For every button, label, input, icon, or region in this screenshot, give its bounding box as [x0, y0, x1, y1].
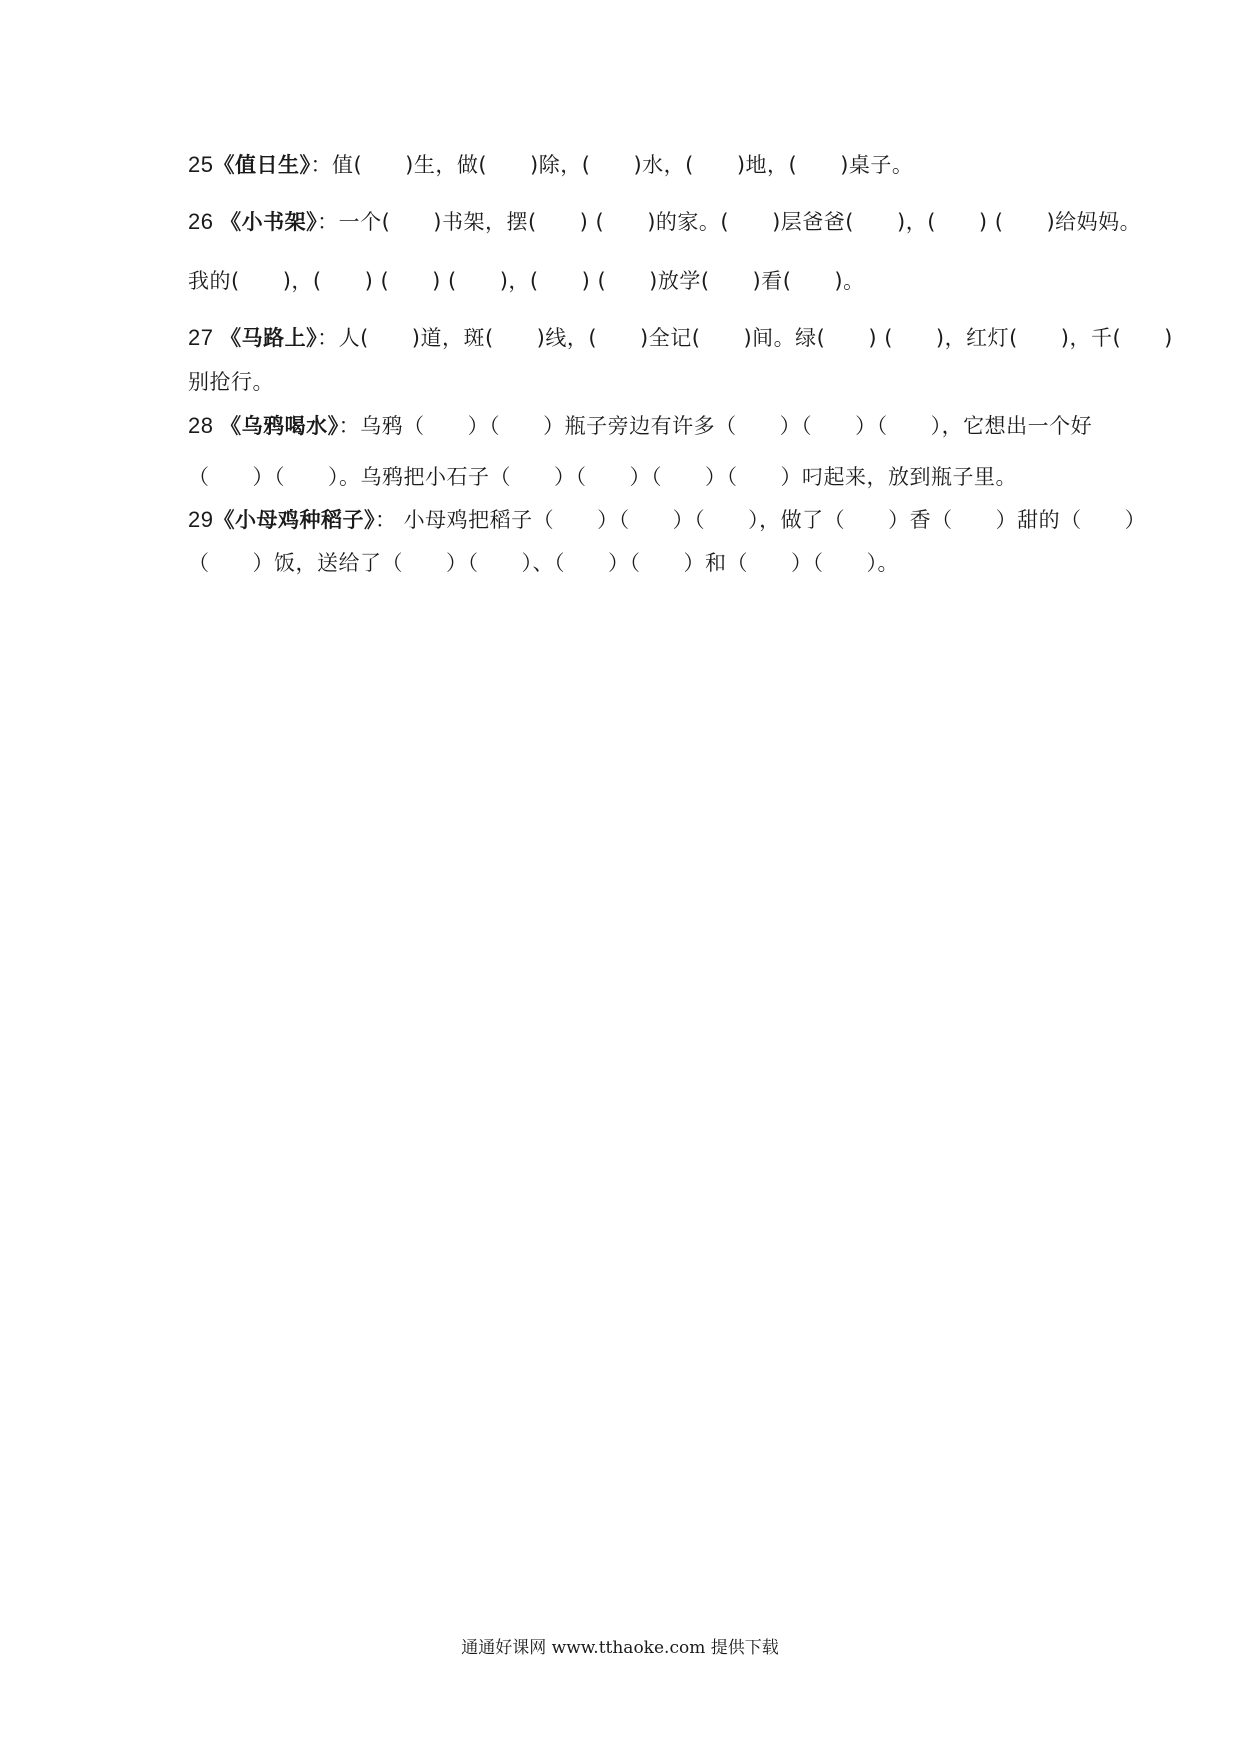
item-text: ：值( )生，做( )除，( )水，( )地，( )桌子。 [310, 153, 914, 177]
item-number: 26 [188, 209, 221, 234]
item-28-line-1 [188, 411, 1093, 441]
item-text: 我的( )，( ) ( ) ( )，( ) ( )放学( )看( )。 [188, 269, 865, 293]
item-text: （ ）（ ）。乌鸦把小石子（ ）（ ）（ ）（ ）叼起来，放到瓶子里。 [188, 465, 1017, 489]
item-text: 别抢行。 [188, 370, 274, 394]
item-title: 《值日生》 [213, 153, 311, 177]
item-27-line-1 [188, 323, 1173, 353]
item-text: ： 小母鸡把稻子（ ）（ ）（ ），做了（ ）香（ ）甜的（ ） [374, 508, 1147, 532]
item-28-line-2 [188, 462, 1068, 492]
page-footer: 通通好课网 www.tthaoke.com 提供下载 [461, 1638, 779, 1658]
item-number: 29 [188, 507, 214, 532]
item-29-line-1 [188, 505, 1147, 535]
item-text: （ ）饭，送给了（ ）（ ）、（ ）（ ）和（ ）（ ）。 [188, 551, 899, 575]
item-number: 27 [188, 325, 221, 350]
item-29-line-2 [188, 548, 1068, 578]
item-text: ：一个( )书架，摆( ) ( )的家。( )层爸爸( )，( ) ( )给妈妈。 [317, 210, 1142, 234]
item-text: ：人( )道，斑( )线，( )全记( )间。绿( ) ( )，红灯( )，千( ) [317, 326, 1173, 350]
item-number: 28 [188, 413, 221, 438]
item-27-line-2 [188, 367, 1068, 397]
item-number: 25 [188, 152, 214, 177]
item-title: 《小母鸡种稻子》 [213, 508, 375, 532]
item-26-line-2 [188, 266, 1068, 296]
item-26-line-1 [188, 207, 1142, 237]
item-title: 《乌鸦喝水》 [220, 414, 339, 438]
item-title: 《马路上》 [220, 326, 318, 350]
item-text: ：乌鸦（ ）（ ）瓶子旁边有许多（ ）（ ）（ ），它想出一个好 [338, 414, 1093, 438]
item-title: 《小书架》 [220, 210, 318, 234]
item-25-line-1 [188, 150, 1068, 180]
